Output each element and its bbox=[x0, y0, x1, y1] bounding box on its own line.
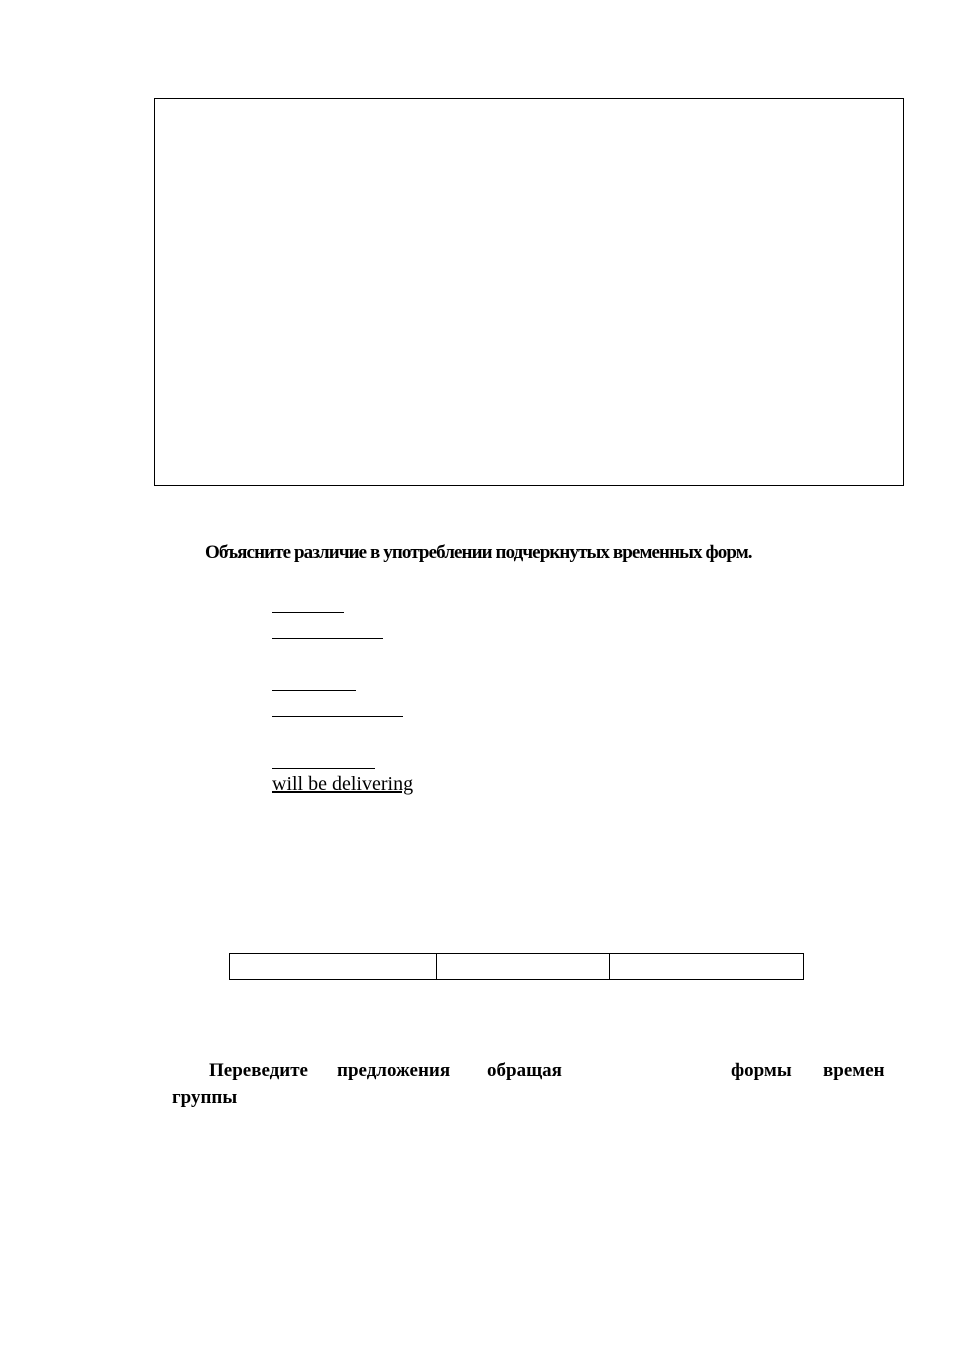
instruction-word: предложения bbox=[337, 1060, 451, 1081]
task-heading: Объясните различие в употреблении подчеркнутых временных форм. bbox=[205, 542, 752, 563]
instruction-line2: группы bbox=[172, 1087, 238, 1108]
empty-table bbox=[229, 953, 804, 980]
table-cell bbox=[230, 954, 437, 980]
underline-blank-1 bbox=[272, 612, 344, 613]
instruction-word: формы bbox=[731, 1060, 792, 1081]
table-cell bbox=[437, 954, 610, 980]
empty-frame bbox=[154, 98, 904, 486]
instruction-word: времен bbox=[823, 1060, 885, 1081]
table-row bbox=[230, 954, 804, 980]
underline-blank-4 bbox=[272, 716, 403, 717]
instruction-word: обращая bbox=[487, 1060, 562, 1081]
underline-blank-2 bbox=[272, 638, 383, 639]
underline-blank-3 bbox=[272, 690, 356, 691]
underline-blank-5 bbox=[272, 768, 375, 769]
table-cell bbox=[610, 954, 804, 980]
instruction-word: Переведите bbox=[209, 1060, 308, 1081]
underlined-phrase: will be delivering bbox=[272, 773, 414, 795]
